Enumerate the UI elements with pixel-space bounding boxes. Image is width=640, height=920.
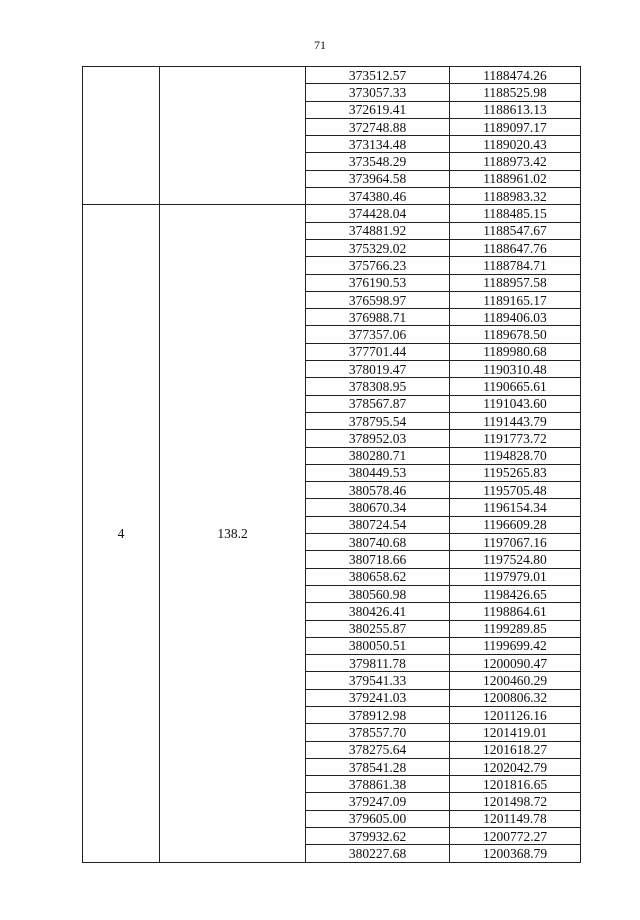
coordinate-y-cell: 1194828.70	[450, 447, 581, 464]
coordinate-x-cell: 380670.34	[306, 499, 450, 516]
page-number: 71	[314, 38, 326, 52]
coordinate-y-cell: 1196609.28	[450, 516, 581, 533]
coordinate-y-cell: 1200090.47	[450, 655, 581, 672]
coordinate-x-cell: 378861.38	[306, 776, 450, 793]
coordinate-y-cell: 1197524.80	[450, 551, 581, 568]
coordinate-y-cell: 1199289.85	[450, 620, 581, 637]
coordinate-y-cell: 1201498.72	[450, 793, 581, 810]
coordinate-y-cell: 1188983.32	[450, 188, 581, 205]
coordinate-x-cell: 376988.71	[306, 309, 450, 326]
coordinate-x-cell: 379932.62	[306, 828, 450, 845]
coordinate-y-cell: 1200460.29	[450, 672, 581, 689]
coordinate-y-cell: 1201816.65	[450, 776, 581, 793]
coordinate-table-body	[83, 67, 581, 863]
coordinate-x-cell: 372748.88	[306, 118, 450, 135]
coordinate-y-cell: 1188784.71	[450, 257, 581, 274]
coordinate-x-cell: 376190.53	[306, 274, 450, 291]
coordinate-x-cell: 379811.78	[306, 655, 450, 672]
group-value-cell	[160, 67, 306, 205]
coordinate-y-cell: 1188474.26	[450, 67, 581, 84]
coordinate-x-cell: 375329.02	[306, 239, 450, 256]
coordinate-y-cell: 1189980.68	[450, 343, 581, 360]
coordinate-x-cell: 380718.66	[306, 551, 450, 568]
coordinate-y-cell: 1198426.65	[450, 585, 581, 602]
coordinate-y-cell: 1191773.72	[450, 430, 581, 447]
coordinate-x-cell: 373134.48	[306, 136, 450, 153]
coordinate-x-cell: 375766.23	[306, 257, 450, 274]
coordinate-x-cell: 373057.33	[306, 84, 450, 101]
coordinate-x-cell: 380255.87	[306, 620, 450, 637]
group-number-cell	[83, 67, 160, 205]
coordinate-y-cell: 1195705.48	[450, 482, 581, 499]
coordinate-x-cell: 380227.68	[306, 845, 450, 862]
coordinate-y-cell: 1200772.27	[450, 828, 581, 845]
coordinate-y-cell: 1188525.98	[450, 84, 581, 101]
coordinate-x-cell: 377701.44	[306, 343, 450, 360]
coordinate-x-cell: 377357.06	[306, 326, 450, 343]
coordinate-y-cell: 1189020.43	[450, 136, 581, 153]
coordinate-table	[82, 66, 581, 863]
coordinate-x-cell: 380560.98	[306, 585, 450, 602]
coordinate-x-cell: 374380.46	[306, 188, 450, 205]
coordinate-y-cell: 1195265.83	[450, 464, 581, 481]
table-row	[83, 205, 581, 222]
group-number-cell: 4	[83, 205, 160, 862]
coordinate-y-cell: 1189165.17	[450, 291, 581, 308]
coordinate-y-cell: 1201618.27	[450, 741, 581, 758]
coordinate-y-cell: 1189097.17	[450, 118, 581, 135]
coordinate-y-cell: 1199699.42	[450, 637, 581, 654]
coordinate-y-cell: 1188547.67	[450, 222, 581, 239]
coordinate-x-cell: 378308.95	[306, 378, 450, 395]
coordinate-y-cell: 1188957.58	[450, 274, 581, 291]
coordinate-x-cell: 380426.41	[306, 603, 450, 620]
coordinate-y-cell: 1188613.13	[450, 101, 581, 118]
coordinate-x-cell: 379541.33	[306, 672, 450, 689]
coordinate-x-cell: 378952.03	[306, 430, 450, 447]
coordinate-y-cell: 1196154.34	[450, 499, 581, 516]
coordinate-x-cell: 380740.68	[306, 534, 450, 551]
coordinate-y-cell: 1200806.32	[450, 689, 581, 706]
coordinate-x-cell: 380658.62	[306, 568, 450, 585]
coordinate-y-cell: 1188647.76	[450, 239, 581, 256]
coordinate-y-cell: 1191443.79	[450, 412, 581, 429]
coordinate-y-cell: 1201419.01	[450, 724, 581, 741]
coordinate-y-cell: 1197979.01	[450, 568, 581, 585]
coordinate-y-cell: 1201126.16	[450, 706, 581, 723]
coordinate-y-cell: 1200368.79	[450, 845, 581, 862]
coordinate-x-cell: 378275.64	[306, 741, 450, 758]
coordinate-y-cell: 1189406.03	[450, 309, 581, 326]
coordinate-y-cell: 1197067.16	[450, 534, 581, 551]
coordinate-x-cell: 380578.46	[306, 482, 450, 499]
coordinate-y-cell: 1190665.61	[450, 378, 581, 395]
coordinate-y-cell: 1188973.42	[450, 153, 581, 170]
coordinate-x-cell: 378557.70	[306, 724, 450, 741]
coordinate-x-cell: 380449.53	[306, 464, 450, 481]
coordinate-x-cell: 379605.00	[306, 810, 450, 827]
coordinate-y-cell: 1188485.15	[450, 205, 581, 222]
coordinate-x-cell: 378567.87	[306, 395, 450, 412]
coordinate-x-cell: 379241.03	[306, 689, 450, 706]
coordinate-y-cell: 1190310.48	[450, 361, 581, 378]
coordinate-x-cell: 380280.71	[306, 447, 450, 464]
coordinate-x-cell: 374428.04	[306, 205, 450, 222]
coordinate-x-cell: 378541.28	[306, 758, 450, 775]
table-row	[83, 67, 581, 84]
coordinate-x-cell: 374881.92	[306, 222, 450, 239]
coordinate-x-cell: 373964.58	[306, 170, 450, 187]
coordinate-x-cell: 380724.54	[306, 516, 450, 533]
coordinate-y-cell: 1189678.50	[450, 326, 581, 343]
coordinate-y-cell: 1198864.61	[450, 603, 581, 620]
coordinate-y-cell: 1201149.78	[450, 810, 581, 827]
coordinate-x-cell: 373548.29	[306, 153, 450, 170]
group-value-cell: 138.2	[160, 205, 306, 862]
coordinate-y-cell: 1191043.60	[450, 395, 581, 412]
coordinate-x-cell: 373512.57	[306, 67, 450, 84]
coordinate-x-cell: 378912.98	[306, 706, 450, 723]
coordinate-x-cell: 378019.47	[306, 361, 450, 378]
coordinate-x-cell: 378795.54	[306, 412, 450, 429]
coordinate-x-cell: 380050.51	[306, 637, 450, 654]
coordinate-x-cell: 379247.09	[306, 793, 450, 810]
coordinate-y-cell: 1188961.02	[450, 170, 581, 187]
coordinate-x-cell: 372619.41	[306, 101, 450, 118]
coordinate-y-cell: 1202042.79	[450, 758, 581, 775]
coordinate-x-cell: 376598.97	[306, 291, 450, 308]
